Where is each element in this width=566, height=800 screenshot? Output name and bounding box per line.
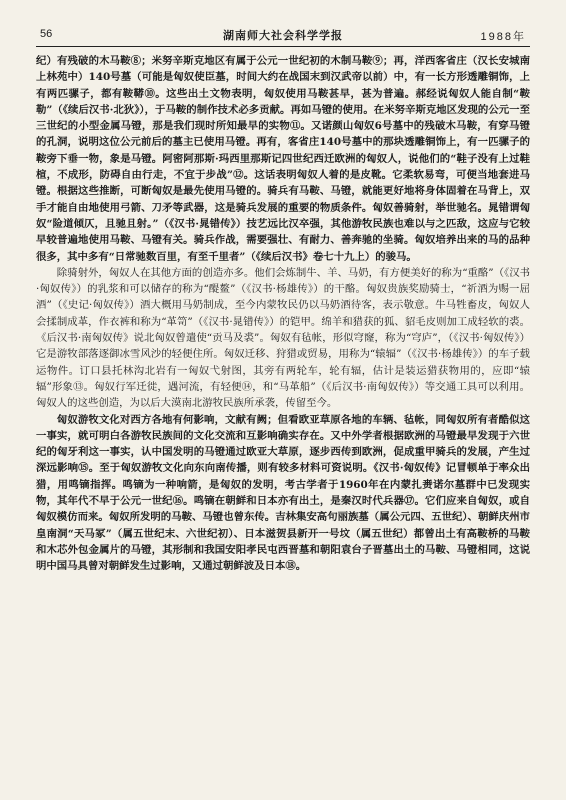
journal-year: 1988年 [480, 31, 526, 43]
paragraph-other-creations: 除骑射外，匈奴人在其他方面的创造亦多。他们会炼制牛、羊、马奶，有方便美好的称为“重酪”（《汉书·匈奴传》）的乳浆和可以储存的称为“醍鳌”（《汉书·杨雄传》）的干酪。匈奴贵族奖励骑士，“祈酒为赐一屈酒”（《史记·匈奴传》）酒大概用马奶制成，至今内蒙牧民仍以马奶酒待客，表示敬意。牛马牲畜皮，匈奴人会揉制成革，作衣裤和称为“革笥”（《汉书·晁错传》）的铠甲。绵羊和猎获的狐、貂毛皮则加工成轻软的裘。《后汉书·南匈奴传》说北匈奴曾遣使“贡马及裘”。匈奴有毡帐，形似穹窿，称为“穹庐”，（《汉书·匈奴传》）它是游牧部落逐御冰雪风沙的轻便住所。匈奴迁移、狩猎或贸易，用称为“辕辐”（《汉书·杨雄传》）的车子载运物件。订口县托林沟北岩有一匈奴弋射图，其旁有两轮车，轮有辐，估计是装运猎获物用的，应即“辕辐”形象⑬。匈奴行军迁徙，遇河流，有轻便⑭，和“马革船”（《后汉书·南匈奴传》）等交通工具可以利用。匈奴人的这些创造，为以后大漠南北游牧民族所承袭，传留至今。 [36, 266, 530, 410]
paragraph-saddle-stirrup: 纪）有残破的木马鞍⑧；米努辛斯克地区有属于公元一世纪初的木制马鞍⑨；再，洋西客省庄（汉长安城南上林苑中）140号墓（可能是匈奴使臣墓，时间大约在战国末到汉武帝以前）中，有一长方形透雕铜饰，上有两匹骡子，都有鞍鞯⑩。这些出土文物表明，匈奴使用马鞍甚早，甚为普遍。郝经说匈奴人能自制“鞍勒”（《续后汉书·北狄》），于马鞍的制作技术必多贡献。再如马镫的使用。在米努辛斯克地区发现的公元一至三世纪的小型金属马镫，那是我们现时所知最早的实物⑪。又诺颜山匈奴6号墓中的残破木马鞍，有穿马镫的孔洞，说明这位公元前后的墓主已使用马镫。再有，客省庄140号墓中的那块透雕铜饰上，有一匹骡子的鞍旁下垂一物，象是马镫。阿密阿那斯·玛西里那斯记四世纪西迁欧洲的匈奴人，说他们的“鞋子没有上过鞋楦，不成形，防碍自由行走，不宜于步战”⑫。这话表明匈奴人着的是皮靴。它柔软易弯，可便当地套进马镫。根据这些推断，可断匈奴是最先使用马镫的。骑兵有马鞍、马镫，就能更好地将身体固着在马背上，双手才能自由地使用弓箭、刀矛等武器，这是骑兵发展的重要的物质条件。匈奴善骑射，举世驰名。晁错谓匈奴“险道倾仄，且驰且射。”（《汉书·晁错传》）技艺远比汉卒强，其他游牧民族也难以与之匹敌，这应与它较早较普遍地使用马鞍、马镫有关。骑兵作战，需要强壮、有耐力、善奔驰的坐骑。匈奴培养出来的马的品种很多，其中多有“日常驰数百里，有至千里者”（《续后汉书》卷七十九上）的骏马。 [36, 55, 530, 263]
page-number: 56 [40, 28, 53, 40]
journal-title: 湖南师大社会科学学报 [223, 29, 343, 42]
running-header [36, 24, 530, 47]
paragraph-cultural-influence: 匈奴游牧文化对西方各地有何影响，文献有阙；但看欧亚草原各地的车辆、毡帐，同匈奴所有者酷似这一事实，就可明白各游牧民族间的文化交流和互影响确实存在。又中外学者根据欧洲的马镫最早发现于六世纪的匈牙利这一事实，认中国发明的马镫通过欧亚大草原，逐步西传到欧洲，促成重甲骑兵的发展，产生过深远影响⑮。至于匈奴游牧文化向东向南传播，则有较多材料可资说明。《汉书·匈奴传》记冒顿单于率众出猎，用鸣镝指挥。鸣镝为一种响箭，是匈奴的发明，考古学者于1960年在内蒙扎赉诺尔墓群中已发现实物，其年代不早于公元一世纪⑯。鸣镝在朝鲜和日本亦有出土，是秦汉时代兵器⑰。它们应来自匈奴，或自匈奴模仿而来。匈奴所发明的马鞍、马镫也曾东传。吉林集安高句丽族墓（属公元四、五世纪）、朝鲜庆州市皇南洞“天马冢”（属五世纪末、六世纪初）、日本滋贺县新开一号坟（属五世纪）都曾出土有高鞍桥的马鞍和木芯外包金属片的马镫，其形制和我国安阳孝民屯西晋墓和朝阳袁台子晋墓出土的马鞍、马镫相同，这说明中国马具曾对朝鲜发生过影响，又通过朝鲜波及日本⑱。 [36, 413, 530, 573]
article-body [36, 53, 530, 575]
